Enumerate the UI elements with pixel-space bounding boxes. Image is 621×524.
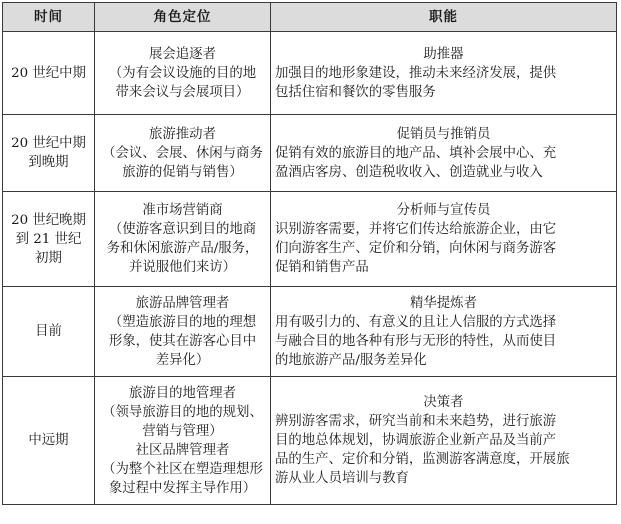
time-line: 初期 bbox=[35, 250, 62, 266]
header-time: 时间 bbox=[3, 3, 95, 32]
function-description bbox=[275, 313, 612, 370]
table-row bbox=[3, 192, 617, 287]
role-line: （塑造旅游目的地的理想 bbox=[108, 314, 257, 330]
function-line: 识别游客需要，并将它们传达给旅游企业，由它 bbox=[275, 222, 557, 237]
function-line: 与融合目的地各种有形与无形的特性，从而使目 bbox=[275, 333, 557, 349]
function-title: 决策者 bbox=[423, 395, 464, 410]
time-line: 到 21 世纪 bbox=[15, 231, 82, 247]
role-line: 社区品牌管理者 bbox=[135, 442, 230, 458]
role-line: 务和休闲旅游产品/服务， bbox=[106, 241, 259, 256]
function-title: 精华提炼者 bbox=[410, 295, 477, 311]
role-cell bbox=[95, 287, 271, 377]
role-line: （会议、会展、休闲与商务 bbox=[102, 145, 263, 161]
function-title: 助推器 bbox=[423, 46, 464, 62]
time-cell bbox=[3, 287, 95, 377]
role-cell bbox=[95, 192, 271, 287]
time-line: 20 世纪中期 bbox=[11, 136, 86, 151]
time-line: 到晚期 bbox=[28, 155, 69, 170]
role-line: （使游客意识到目的地商 bbox=[108, 222, 257, 237]
function-description bbox=[275, 144, 612, 182]
function-line: 们向游客生产、定价和分销，向休闲与商务游客 bbox=[275, 241, 557, 256]
function-line: 辨别游客需求，研究当前和未来趋势，进行旅游 bbox=[275, 414, 557, 429]
function-line: 盈酒店客房、创造税收收入、创造就业与收入 bbox=[275, 164, 543, 180]
role-line: 准市场营销商 bbox=[142, 203, 223, 218]
function-cell bbox=[271, 192, 617, 287]
role-function-table bbox=[2, 2, 617, 505]
role-line: （为整个社区在塑造理想形 bbox=[102, 461, 263, 477]
role-line: 差异化） bbox=[155, 352, 210, 368]
time-line: 中远期 bbox=[28, 433, 69, 448]
table-row bbox=[3, 32, 617, 115]
time-line: 目前 bbox=[35, 324, 62, 339]
function-line: 用有吸引力的、有意义的且让人信服的方式选择 bbox=[275, 314, 557, 330]
role-cell bbox=[95, 32, 271, 115]
table-row bbox=[3, 287, 617, 377]
role-line: （领导旅游目的地的规划、 bbox=[102, 404, 263, 420]
function-line: 加强目的地形象建设，推动未来经济发展，提供 bbox=[275, 65, 557, 81]
function-line: 促销有效的旅游目的地产品、填补会展中心、充 bbox=[275, 145, 557, 161]
function-line: 品的生产、定价和分销，监测游客满意度，开展旅 bbox=[275, 452, 570, 467]
time-cell bbox=[3, 192, 95, 287]
function-cell bbox=[271, 377, 617, 505]
role-line: 带来会议与会展项目） bbox=[115, 84, 250, 100]
header-role: 角色定位 bbox=[95, 3, 271, 32]
header-function: 职能 bbox=[271, 3, 617, 32]
function-description bbox=[275, 412, 612, 488]
role-line: 象过程中发挥主导作用） bbox=[108, 480, 257, 496]
function-title: 促销员与推销员 bbox=[396, 126, 491, 142]
role-line: 旅游目的地管理者 bbox=[128, 385, 237, 401]
time-line: 20 世纪中期 bbox=[11, 65, 86, 81]
role-line: 旅游品牌管理者 bbox=[135, 295, 230, 311]
role-line: 并说服他们来访） bbox=[128, 260, 237, 275]
function-line: 的地旅游产品/服务差异化 bbox=[275, 352, 427, 368]
function-title: 分析师与宣传员 bbox=[396, 203, 491, 218]
function-line: 促销和销售产品 bbox=[275, 260, 369, 275]
role-line: 旅游推动者 bbox=[149, 126, 216, 142]
table-row bbox=[3, 377, 617, 505]
role-line: 营销与管理） bbox=[142, 423, 223, 439]
role-line: （为有会议设施的目的地 bbox=[108, 65, 257, 81]
role-line: 形象，使其在游客心目中 bbox=[108, 333, 257, 349]
time-cell bbox=[3, 32, 95, 115]
function-line: 包括住宿和餐饮的零售服务 bbox=[275, 84, 436, 100]
role-cell bbox=[95, 115, 271, 192]
table-row bbox=[3, 115, 617, 192]
function-description bbox=[275, 220, 612, 277]
role-line: 旅游的促销与销售） bbox=[122, 164, 243, 180]
function-cell bbox=[271, 115, 617, 192]
function-cell bbox=[271, 287, 617, 377]
time-cell bbox=[3, 115, 95, 192]
function-cell bbox=[271, 32, 617, 115]
table-header-row bbox=[3, 3, 617, 32]
time-line: 20 世纪晚期 bbox=[11, 212, 86, 228]
role-line: 展会追逐者 bbox=[149, 46, 216, 62]
role-cell bbox=[95, 377, 271, 505]
function-line: 目的地总体规划，协调旅游企业新产品及当前产 bbox=[275, 433, 557, 448]
function-line: 游从业人员培训与教育 bbox=[275, 471, 409, 486]
time-cell bbox=[3, 377, 95, 505]
function-description bbox=[275, 64, 612, 102]
